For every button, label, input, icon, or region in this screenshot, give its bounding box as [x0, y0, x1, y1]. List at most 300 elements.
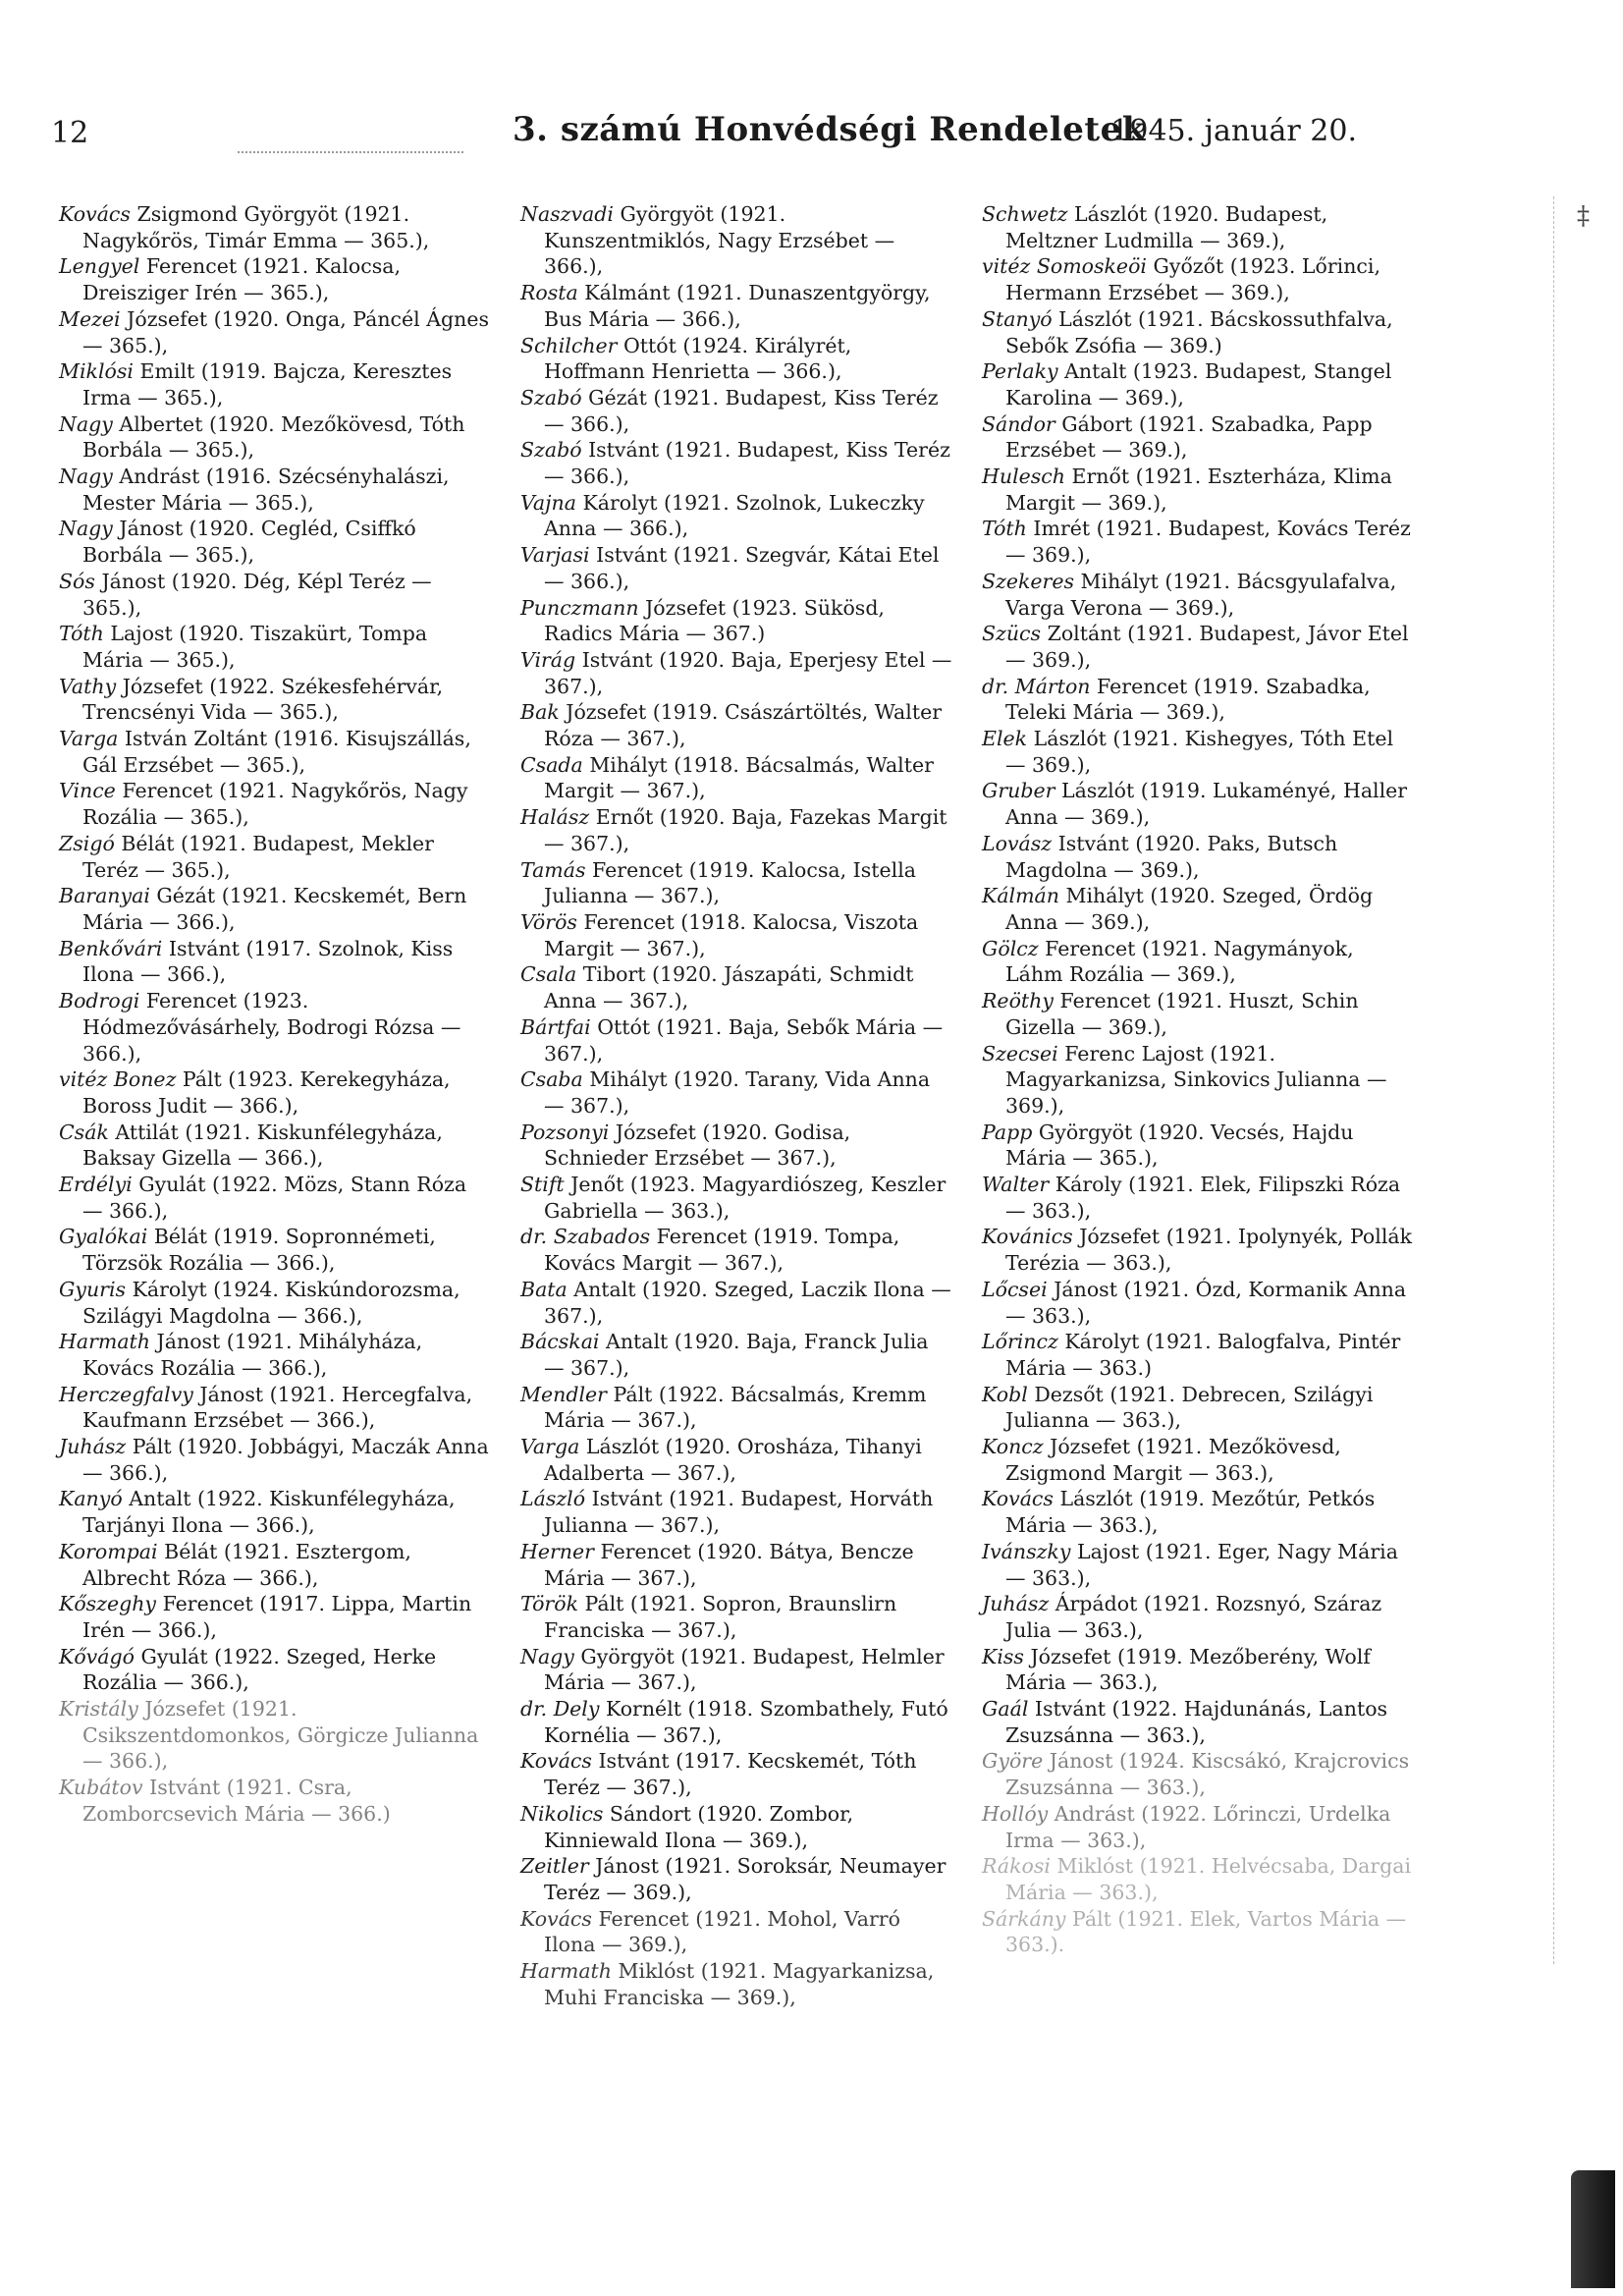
entry-details: Mihályt (1920. Szeged, Ördög Anna — 369.),: [1005, 884, 1374, 934]
entry-details: Józsefet (1921. Csikszentdomonkos, Görgicze Julianna — 366.),: [82, 1697, 479, 1774]
page-number: 12: [51, 116, 89, 150]
entry-surname: Gyalókai: [59, 1225, 148, 1249]
entry-surname: Herner: [520, 1539, 594, 1563]
scan-binding-edge: [1571, 2170, 1615, 2288]
list-entry: [520, 1853, 952, 1905]
entry-surname: Török: [520, 1592, 578, 1616]
entry-details: Györgyöt (1920. Vecsés, Hajdu Mária — 365.),: [1005, 1120, 1354, 1171]
list-entry: [59, 1120, 491, 1172]
entry-surname: Gaál: [982, 1697, 1029, 1722]
entry-details: Tibort (1920. Jászapáti, Schmidt Anna — 367.),: [544, 962, 914, 1013]
entry-surname: Kobl: [982, 1382, 1028, 1406]
entry-surname: Hollóy: [982, 1801, 1049, 1826]
entry-surname: Vajna: [520, 490, 576, 515]
list-entry: [59, 1224, 491, 1276]
entry-details: Pált (1922. Bácsalmás, Kremm Mária — 367.),: [544, 1382, 927, 1433]
list-entry: [520, 1801, 952, 1853]
list-entry: [59, 569, 491, 621]
entry-details: Józsefet (1920. Onga, Páncél Ágnes — 365.),: [82, 306, 489, 357]
entry-details: Ferencet (1919. Szabadka, Teleki Mária — 369.),: [1005, 674, 1371, 725]
list-entry: [520, 1748, 952, 1800]
list-entry: [520, 1696, 952, 1748]
entry-surname: Sárkány: [982, 1906, 1066, 1931]
entry-details: Ferencet (1923. Hódmezővásárhely, Bodrogi Rózsa — 366.),: [82, 989, 461, 1066]
entry-details: Gyulát (1922. Mözs, Stann Róza — 366.),: [82, 1173, 467, 1223]
entry-details: Bélát (1921. Budapest, Mekler Teréz — 365.),: [82, 831, 434, 882]
entry-surname: vitéz Somoskeöi: [982, 254, 1147, 279]
entry-details: Pált (1921. Sopron, Braunslirn Franciska — 367.),: [544, 1592, 897, 1642]
list-entry: [982, 1539, 1414, 1591]
list-entry: [982, 1277, 1414, 1329]
list-entry: [59, 621, 491, 673]
entry-details: Mihályt (1920. Tarany, Vida Anna — 367.),: [544, 1067, 931, 1118]
entry-surname: dr. Szabados: [520, 1225, 651, 1249]
entry-details: Jánost (1921. Mihályháza, Kovács Rozália — 366.),: [82, 1330, 423, 1380]
list-entry: [982, 201, 1414, 253]
entry-surname: Gyuris: [59, 1277, 127, 1301]
entry-details: Istvánt (1917. Szolnok, Kiss Ilona — 366.),: [82, 936, 454, 987]
header-dotted-rule: [238, 151, 463, 153]
list-entry: [520, 1539, 952, 1591]
entry-surname: Csala: [520, 962, 577, 987]
entry-surname: Juhász: [59, 1435, 127, 1459]
entry-details: Istvánt (1920. Baja, Eperjesy Etel — 367.),: [544, 647, 952, 698]
entry-details: Antalt (1920. Szeged, Laczik Ilona — 367.),: [544, 1277, 951, 1328]
entry-details: Jenőt (1923. Magyardiószeg, Keszler Gabriella — 363.),: [544, 1173, 947, 1223]
list-entry: [520, 1958, 952, 2010]
entry-details: Józsefet (1922. Székesfehérvár, Trencsényi Vida — 365.),: [82, 674, 444, 725]
list-entry: [982, 1906, 1414, 1958]
entry-surname: Mezei: [59, 306, 121, 331]
entry-surname: Csada: [520, 752, 583, 777]
list-entry: [520, 647, 952, 699]
entry-details: Ferencet (1921. Mohol, Varró Ilona — 369.),: [544, 1906, 900, 1957]
list-entry: [520, 1224, 952, 1276]
list-entry: [59, 1644, 491, 1696]
entry-details: Zoltánt (1921. Budapest, Jávor Etel — 369.),: [1005, 622, 1409, 672]
entry-details: Józsefet (1921. Ipolynyék, Pollák Terézia — 363.),: [1005, 1225, 1413, 1276]
entry-details: Jánost (1921. Soroksár, Neumayer Teréz — 369.),: [544, 1854, 947, 1904]
entry-surname: Ivánszky: [982, 1539, 1071, 1563]
entry-details: Antalt (1923. Budapest, Stangel Karolina — 369.),: [1005, 359, 1392, 410]
entry-surname: Miklósi: [59, 359, 134, 384]
entry-details: Attilát (1921. Kiskunfélegyháza, Baksay Gizella — 366.),: [82, 1120, 443, 1171]
list-entry: [520, 1486, 952, 1538]
entry-details: Lajost (1920. Tiszakürt, Tompa Mária — 365.),: [82, 622, 428, 672]
page-header: [51, 110, 1357, 159]
entry-details: Károlyt (1921. Balogfalva, Pintér Mária — 363.): [1005, 1330, 1401, 1380]
entry-surname: Naszvadi: [520, 202, 614, 226]
entry-details: Ferencet (1918. Kalocsa, Viszota Margit — 367.),: [544, 909, 919, 960]
entry-surname: Szücs: [982, 622, 1042, 646]
entry-surname: Pozsonyi: [520, 1120, 610, 1144]
entry-details: Istvánt (1921. Budapest, Horváth Julianna — 367.),: [544, 1487, 934, 1538]
entry-surname: Bata: [520, 1277, 568, 1301]
entry-surname: dr. Dely: [520, 1697, 600, 1722]
entry-surname: Bácskai: [520, 1330, 600, 1354]
list-entry: [982, 1224, 1414, 1276]
list-entry: [520, 699, 952, 751]
entry-details: Miklóst (1921. Magyarkanizsa, Muhi Franciska — 369.),: [544, 1959, 935, 2009]
entry-details: Ferenc Lajost (1921. Magyarkanizsa, Sinkovics Julianna — 369.),: [1005, 1041, 1387, 1118]
entry-surname: Perlaky: [982, 359, 1058, 384]
entry-details: Józsefet (1921. Mezőkövesd, Zsigmond Margit — 363.),: [1005, 1435, 1341, 1485]
entry-surname: Bártfai: [520, 1014, 591, 1039]
entry-details: Bélát (1921. Esztergom, Albrecht Róza — 366.),: [82, 1539, 411, 1590]
entry-surname: Tóth: [982, 517, 1027, 541]
list-entry: [520, 201, 952, 280]
entry-details: Bélát (1919. Sopronnémeti, Törzsök Rozália — 366.),: [82, 1225, 436, 1276]
list-entry: [59, 1382, 491, 1434]
entry-surname: Csaba: [520, 1067, 583, 1092]
entry-details: Gábort (1921. Szabadka, Papp Erzsébet — 369.),: [1005, 411, 1373, 463]
entry-surname: Korompai: [59, 1539, 158, 1563]
entry-details: Mihályt (1921. Bácsgyulafalva, Varga Verona — 369.),: [1005, 569, 1397, 620]
entry-details: Istvánt (1922. Hajdunánás, Lantos Zsuzsánna — 363.),: [1005, 1697, 1388, 1747]
entry-details: Ferencet (1920. Bátya, Bencze Mária — 367.),: [544, 1539, 914, 1590]
column-left: [59, 201, 491, 1828]
list-entry: [520, 752, 952, 804]
list-entry: [59, 1066, 491, 1119]
list-entry: [59, 778, 491, 830]
entry-surname: Virág: [520, 647, 576, 672]
scan-edge-line: [1553, 196, 1554, 1964]
entry-surname: Vathy: [59, 674, 117, 698]
entry-details: Zsigmond Györgyöt (1921. Nagykőrös, Timár Emma — 365.),: [82, 202, 430, 252]
list-entry: [982, 1120, 1414, 1172]
entry-details: Ottót (1921. Baja, Sebők Mária — 367.),: [544, 1014, 944, 1066]
entry-details: Ferencet (1921. Kalocsa, Dreisziger Irén — 365.),: [82, 254, 401, 305]
entry-surname: Koncz: [982, 1435, 1044, 1459]
entry-surname: Mendler: [520, 1382, 607, 1406]
list-entry: [59, 1172, 491, 1224]
list-entry: [59, 516, 491, 568]
entry-details: Jánost (1920. Dég, Képl Teréz — 365.),: [82, 569, 432, 620]
entry-surname: Stift: [520, 1173, 565, 1197]
entry-details: Antalt (1920. Baja, Franck Julia — 367.),: [544, 1330, 929, 1380]
list-entry: [59, 831, 491, 883]
entry-surname: Reöthy: [982, 989, 1054, 1013]
entry-details: Lászlót (1919. Mezőtúr, Petkós Mária — 363.),: [1005, 1487, 1376, 1538]
entry-surname: Gölcz: [982, 936, 1039, 960]
list-entry: [982, 883, 1414, 935]
list-entry: [982, 988, 1414, 1040]
entry-surname: Harmath: [59, 1330, 151, 1354]
entry-surname: Kovács: [59, 202, 131, 226]
entry-surname: Schwetz: [982, 202, 1068, 226]
list-entry: [982, 1853, 1414, 1905]
entry-details: Dezsőt (1921. Debrecen, Szilágyi Julianna — 363.),: [1005, 1382, 1374, 1433]
list-entry: [520, 1066, 952, 1119]
list-entry: [520, 1434, 952, 1486]
entry-surname: Hulesch: [982, 465, 1065, 489]
entry-surname: Varga: [520, 1435, 580, 1459]
entry-details: Mihályt (1918. Bácsalmás, Walter Margit — 367.),: [544, 752, 934, 803]
list-entry: [59, 464, 491, 516]
entry-surname: Nagy: [59, 411, 113, 436]
list-entry: [59, 1591, 491, 1643]
entry-details: Lászlót (1920. Orosháza, Tihanyi Adalberta — 367.),: [544, 1435, 922, 1485]
entry-details: Andrást (1916. Szécsényhalászi, Mester Mária — 365.),: [82, 465, 450, 515]
list-entry: [59, 1775, 491, 1827]
entry-surname: Kovánics: [982, 1225, 1073, 1249]
entry-details: Istvánt (1921. Szegvár, Kátai Etel — 366.),: [544, 543, 940, 593]
list-entry: [982, 778, 1414, 830]
list-entry: [982, 358, 1414, 410]
entry-surname: Halász: [520, 805, 590, 830]
entry-surname: dr. Márton: [982, 674, 1091, 698]
entry-details: Pált (1921. Elek, Vartos Mária — 363.).: [1005, 1906, 1407, 1957]
list-entry: [520, 857, 952, 909]
entry-surname: Szekeres: [982, 569, 1074, 593]
list-entry: [982, 464, 1414, 516]
margin-mark: ‡: [1577, 201, 1590, 231]
entry-surname: Sós: [59, 569, 95, 593]
list-entry: [520, 1644, 952, 1696]
entry-details: Józsefet (1923. Sükösd, Radics Mária — 367.): [544, 595, 885, 646]
entry-surname: Bodrogi: [59, 989, 140, 1013]
entry-details: Józsefet (1919. Császártöltés, Walter Róza — 367.),: [544, 700, 943, 751]
column-right: [982, 201, 1414, 1958]
entry-surname: Baranyai: [59, 884, 150, 908]
entry-details: István Zoltánt (1916. Kisujszállás, Gál Erzsébet — 365.),: [82, 727, 471, 777]
list-entry: [520, 1277, 952, 1329]
entry-surname: Varga: [59, 727, 119, 751]
list-entry: [982, 1696, 1414, 1748]
list-entry: [520, 437, 952, 489]
entry-surname: Gruber: [982, 779, 1055, 803]
entry-surname: Szabó: [520, 438, 582, 463]
list-entry: [520, 1014, 952, 1066]
list-entry: [520, 1329, 952, 1381]
list-entry: [982, 411, 1414, 464]
list-entry: [59, 883, 491, 935]
entry-surname: Bak: [520, 700, 560, 725]
list-entry: [59, 936, 491, 988]
list-entry: [982, 1486, 1414, 1538]
list-entry: [982, 1434, 1414, 1486]
entry-details: Ferencet (1921. Nagykőrös, Nagy Rozália — 365.),: [82, 779, 468, 830]
entry-surname: Rákosi: [982, 1854, 1051, 1879]
list-entry: [59, 1539, 491, 1591]
entry-details: Albertet (1920. Mezőkövesd, Tóth Borbála — 365.),: [82, 411, 465, 463]
entry-surname: Kubátov: [59, 1776, 143, 1800]
entry-details: Ottót (1924. Királyrét, Hoffmann Henrietta — 366.),: [544, 333, 852, 384]
list-entry: [59, 674, 491, 726]
entry-surname: Walter: [982, 1173, 1050, 1197]
entry-details: Jánost (1924. Kiscsákó, Krajcrovics Zsuzsánna — 363.),: [1005, 1749, 1410, 1800]
list-entry: [520, 1382, 952, 1434]
entry-surname: Lovász: [982, 831, 1053, 855]
entry-surname: Papp: [982, 1120, 1033, 1144]
entry-surname: Szecsei: [982, 1041, 1058, 1066]
entry-details: Károlyt (1924. Kiskúndorozsma, Szilágyi Magdolna — 366.),: [82, 1277, 460, 1328]
list-entry: [982, 1748, 1414, 1800]
entry-details: Pált (1920. Jobbágyi, Maczák Anna — 366.),: [82, 1435, 489, 1485]
list-entry: [59, 726, 491, 778]
entry-surname: Kiss: [982, 1644, 1024, 1668]
entry-details: Ferencet (1919. Tompa, Kovács Margit — 367.),: [544, 1225, 900, 1276]
entry-surname: Kristály: [59, 1697, 138, 1722]
list-entry: [982, 674, 1414, 726]
list-entry: [520, 1172, 952, 1224]
list-entry: [982, 621, 1414, 673]
entry-surname: Szabó: [520, 385, 582, 410]
list-entry: [982, 1329, 1414, 1381]
list-entry: [982, 1801, 1414, 1853]
list-entry: [520, 333, 952, 385]
entry-details: Jánost (1921. Hercegfalva, Kaufmann Erzsébet — 366.),: [82, 1382, 473, 1433]
entry-details: Lászlót (1919. Lukaményé, Haller Anna — 369.),: [1005, 779, 1408, 830]
entry-surname: Vörös: [520, 909, 577, 934]
list-entry: [520, 961, 952, 1013]
entry-details: Gézát (1921. Kecskemét, Bern Mária — 366.),: [82, 884, 467, 934]
list-entry: [59, 1696, 491, 1775]
list-entry: [59, 1486, 491, 1538]
entry-details: Istvánt (1920. Paks, Butsch Magdolna — 369.),: [1005, 831, 1338, 882]
entry-details: Sándort (1920. Zombor, Kinniewald Ilona — 369.),: [544, 1801, 854, 1852]
entry-details: Ernőt (1920. Baja, Fazekas Margit — 367.),: [544, 805, 947, 855]
entry-surname: Schilcher: [520, 333, 618, 357]
entry-surname: Kanyó: [59, 1487, 123, 1511]
text-columns: [59, 201, 1413, 2067]
list-entry: [982, 831, 1414, 883]
entry-surname: Zeitler: [520, 1854, 589, 1879]
list-entry: [59, 201, 491, 253]
entry-surname: Harmath: [520, 1959, 613, 1984]
list-entry: [59, 988, 491, 1066]
list-entry: [982, 936, 1414, 988]
entry-details: Árpádot (1921. Rozsnyó, Száraz Julia — 363.),: [1005, 1592, 1382, 1642]
entry-details: Ferencet (1921. Nagymányok, Láhm Rozália — 369.),: [1005, 936, 1354, 987]
entry-surname: Sándor: [982, 411, 1055, 436]
entry-details: Györgyöt (1921. Kunszentmiklós, Nagy Erzsébet — 366.),: [544, 202, 895, 279]
entry-surname: Nikolics: [520, 1801, 604, 1826]
column-middle: [520, 201, 952, 2011]
list-entry: [982, 1644, 1414, 1696]
list-entry: [59, 253, 491, 305]
entry-surname: Kálmán: [982, 884, 1059, 908]
list-entry: [982, 253, 1414, 305]
list-entry: [520, 909, 952, 961]
entry-surname: Lengyel: [59, 254, 140, 279]
entry-surname: Nagy: [59, 465, 113, 489]
list-entry: [982, 1041, 1414, 1120]
list-entry: [982, 516, 1414, 568]
entry-surname: Herczegfalvy: [59, 1382, 193, 1406]
list-entry: [520, 490, 952, 542]
entry-details: Károly (1921. Elek, Filipszki Róza — 363.),: [1005, 1173, 1401, 1223]
list-entry: [59, 1434, 491, 1486]
entry-details: Lászlót (1921. Kishegyes, Tóth Etel — 369.),: [1005, 727, 1394, 777]
entry-details: Lajost (1921. Eger, Nagy Mária — 363.),: [1005, 1539, 1398, 1590]
list-entry: [982, 569, 1414, 621]
entry-surname: Tóth: [59, 622, 104, 646]
entry-details: Lászlót (1920. Budapest, Meltzner Ludmilla — 369.),: [1005, 202, 1328, 252]
entry-details: Jánost (1920. Cegléd, Csiffkó Borbála — 365.),: [82, 517, 416, 568]
entry-details: Emilt (1919. Bajcza, Keresztes Irma — 365.),: [82, 359, 453, 410]
entry-surname: Lőrincz: [982, 1330, 1058, 1354]
entry-surname: Elek: [982, 727, 1028, 751]
entry-details: Pált (1923. Kerekegyháza, Boross Judit — 366.),: [82, 1067, 451, 1118]
entry-details: Istvánt (1921. Csra, Zomborcsevich Mária — 366.): [82, 1776, 391, 1826]
entry-details: Józsefet (1919. Mezőberény, Wolf Mária — 363.),: [1005, 1644, 1371, 1695]
entry-surname: Stanyó: [982, 306, 1053, 331]
entry-details: Lászlót (1921. Bácskossuthfalva, Sebők Zsófia — 369.): [1005, 306, 1393, 357]
entry-details: Józsefet (1920. Godisa, Schnieder Erzsébet — 367.),: [544, 1120, 851, 1171]
entry-details: Gézát (1921. Budapest, Kiss Teréz — 366.),: [544, 385, 939, 436]
list-entry: [982, 1591, 1414, 1643]
list-entry: [59, 1329, 491, 1381]
entry-surname: László: [520, 1487, 586, 1511]
list-entry: [982, 726, 1414, 778]
list-entry: [520, 385, 952, 437]
entry-details: Györgyöt (1921. Budapest, Helmler Mária — 367.),: [544, 1644, 945, 1695]
list-entry: [59, 306, 491, 358]
entry-details: Istvánt (1921. Budapest, Kiss Teréz — 366.),: [544, 438, 950, 489]
entry-details: Ferencet (1917. Lippa, Martin Irén — 366.),: [82, 1592, 472, 1642]
list-entry: [59, 358, 491, 410]
entry-details: Istvánt (1917. Kecskemét, Tóth Teréz — 367.),: [544, 1749, 917, 1800]
entry-details: Andrást (1922. Lőrinczi, Urdelka Irma — 363.),: [1005, 1801, 1391, 1852]
entry-surname: Varjasi: [520, 543, 590, 568]
entry-details: Gyulát (1922. Szeged, Herke Rozália — 366.),: [82, 1644, 437, 1695]
entry-surname: Zsigó: [59, 831, 115, 855]
entry-details: Jánost (1921. Ózd, Kormanik Anna — 363.),: [1005, 1277, 1407, 1328]
entry-surname: Kovács: [520, 1749, 592, 1774]
list-entry: [520, 595, 952, 647]
entry-surname: Punczmann: [520, 595, 639, 620]
entry-surname: Kőszeghy: [59, 1592, 157, 1616]
list-entry: [982, 306, 1414, 358]
entry-surname: Erdélyi: [59, 1173, 133, 1197]
entry-details: Győzőt (1923. Lőrinci, Hermann Erzsébet — 369.),: [1005, 254, 1380, 305]
entry-surname: Benkővári: [59, 936, 163, 960]
list-entry: [59, 1277, 491, 1329]
entry-surname: Csák: [59, 1120, 109, 1144]
entry-details: Imrét (1921. Budapest, Kovács Teréz — 369.),: [1005, 517, 1411, 568]
entry-surname: Kovács: [520, 1906, 592, 1931]
list-entry: [520, 1906, 952, 1958]
entry-surname: Nagy: [520, 1644, 574, 1668]
entry-surname: Kovács: [982, 1487, 1054, 1511]
entry-surname: Kővágó: [59, 1644, 135, 1668]
entry-details: Miklóst (1921. Helvécsaba, Dargai Mária — 363.),: [1005, 1854, 1412, 1904]
entry-details: Ernőt (1921. Eszterháza, Klima Margit — 369.),: [1005, 465, 1392, 515]
list-entry: [982, 1382, 1414, 1434]
entry-details: Kornélt (1918. Szombathely, Futó Kornélia — 367.),: [544, 1697, 948, 1747]
entry-surname: Juhász: [982, 1592, 1050, 1616]
list-entry: [520, 280, 952, 332]
issue-date: 1945. január 20.: [1110, 114, 1357, 148]
entry-surname: Nagy: [59, 517, 113, 541]
list-entry: [520, 1591, 952, 1643]
entry-surname: Rosta: [520, 281, 578, 305]
list-entry: [520, 542, 952, 594]
entry-details: Károlyt (1921. Szolnok, Lukeczky Anna — 366.),: [544, 490, 925, 541]
entry-surname: Lőcsei: [982, 1277, 1048, 1301]
entry-details: Antalt (1922. Kiskunfélegyháza, Tarjányi Ilona — 366.),: [82, 1487, 456, 1538]
list-entry: [59, 411, 491, 464]
entry-surname: Györe: [982, 1749, 1044, 1774]
entry-details: Ferencet (1919. Kalocsa, Istella Julianna — 367.),: [544, 857, 916, 908]
list-entry: [982, 1172, 1414, 1224]
entry-surname: Vince: [59, 779, 116, 803]
list-entry: [520, 804, 952, 856]
entry-details: Kálmánt (1921. Dunaszentgyörgy, Bus Mária — 366.),: [544, 281, 931, 331]
entry-surname: Tamás: [520, 857, 586, 882]
entry-details: Ferencet (1921. Huszt, Schin Gizella — 369.),: [1005, 989, 1359, 1039]
